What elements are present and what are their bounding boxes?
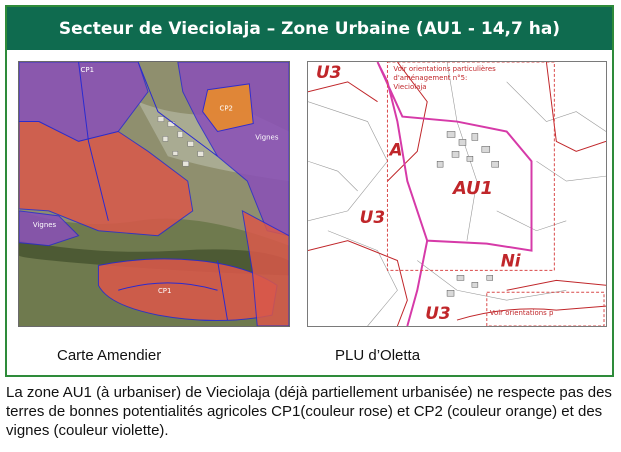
- zone-u3-top: U3: [315, 62, 342, 82]
- label-cp1-bottom: CP1: [157, 287, 172, 296]
- zone-a: A: [389, 139, 403, 160]
- zone-u3-mid: U3: [359, 206, 386, 227]
- note-orientations-bottom: Voir orientations p: [489, 309, 554, 318]
- label-vignes-left: Vignes: [32, 220, 57, 229]
- description-paragraph: La zone AU1 (à urbaniser) de Vieciolaja (déjà partiellement urbanisée) ne respecte pas des terres de bonnes potentialités agricoles CP1(couleur rose) et CP2 (couleur orange) et des vignes (couleur violette).: [6, 384, 612, 439]
- zone-ni: Ni: [500, 250, 521, 271]
- note-orientations-line2: d'aménagement n°5:: [393, 73, 468, 82]
- caption-plu-oletta: PLU d’Oletta: [335, 347, 421, 364]
- page-title: Secteur de Vieciolaja – Zone Urbaine (AU1 - 14,7 ha): [7, 7, 612, 50]
- caption-carte-amendier: Carte Amendier: [57, 347, 162, 364]
- zone-au1: AU1: [453, 178, 493, 199]
- label-vignes-right: Vignes: [255, 133, 279, 142]
- content-frame: [5, 5, 614, 377]
- zone-u3-bottom: U3: [425, 303, 451, 324]
- label-cp2: CP2: [219, 104, 233, 113]
- note-orientations-line1: Voir orientations particulières: [393, 64, 496, 73]
- amendier-map-image: [19, 62, 289, 326]
- note-orientations-line3: Vieciolaja: [393, 82, 427, 91]
- plu-map-image: [308, 62, 606, 326]
- label-cp1-top: CP1: [80, 65, 94, 74]
- map-carte-amendier: [18, 61, 290, 327]
- map-plu-oletta: [307, 61, 607, 327]
